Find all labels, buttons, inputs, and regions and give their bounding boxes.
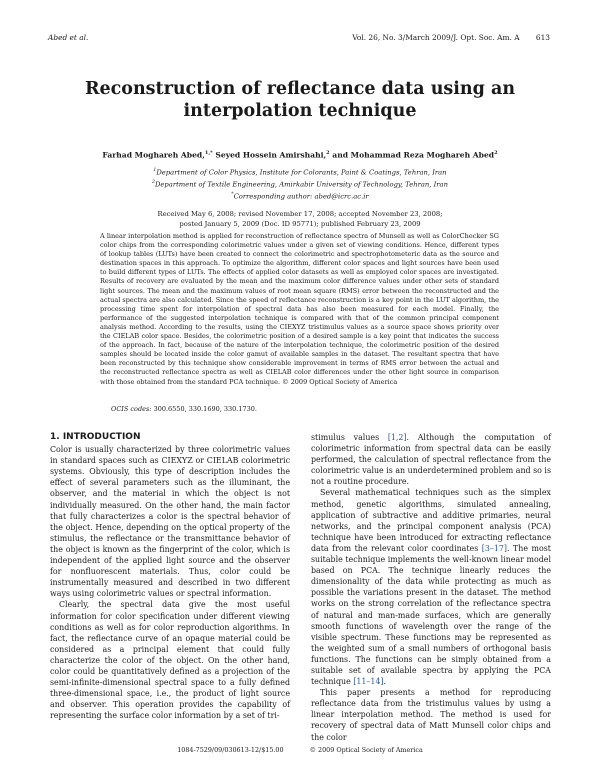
author-affiliation-marker: 2 <box>326 150 330 156</box>
running-head <box>48 33 550 43</box>
text-run: . <box>383 677 386 687</box>
left-column <box>50 432 290 721</box>
journal-citation: Vol. 26, No. 3/March 2009/J. Opt. Soc. Am. A <box>352 33 520 42</box>
paper-title: Reconstruction of reflectance data using an interpolation technique <box>84 79 516 121</box>
corresponding-author <box>40 190 560 202</box>
paragraph: This paper presents a method for reproducing reflectance data from the tristimulus values by using a linear interpolation method. The method is used for recovery of spectral data of Matt Munsell color chips and the color <box>311 688 551 742</box>
author-name: Seyed Hossein Amirshahi, <box>215 150 327 160</box>
publication-dates <box>40 210 560 229</box>
running-head-journal <box>338 33 550 42</box>
copyright: © 2009 Optical Society of America <box>309 746 423 754</box>
text-run: . Although the computation of colorimetric information from spectral data can be easily performed, the calculation of spectral reflectance from the colorimetric value is an underdetermined problem and so is not a routine procedure. <box>311 433 552 487</box>
paragraph: Clearly, the spectral data give the most useful information for color specification under different viewing conditions as well as for color reproduction algorithms. In fact, the reflectance curve of an opaque material could be considered as a principal element that could fully characterize the color of the object. On the other hand, color could be quantitatively defined as a projection of the semi-infinite-dimensional spectral space to a fully defined three-dimensional space, i.e., the product of light source and observer. This operation provides the capability of representing the surface color information by a set of tri- <box>50 600 290 721</box>
right-column <box>311 432 551 743</box>
author-name: Farhad Moghareh Abed, <box>102 150 205 160</box>
section-heading: 1. INTRODUCTION <box>50 432 141 442</box>
affiliation-text: Corresponding author: abed@icrc.ac.ir <box>233 192 369 201</box>
page-footer <box>0 746 600 754</box>
affiliation-marker: 1 <box>153 168 157 173</box>
citation-link[interactable]: [11–14] <box>353 677 384 687</box>
citation-link[interactable]: [1,2] <box>387 433 407 442</box>
affiliation-line <box>40 166 560 178</box>
text-run: Several mathematical techniques such as the simplex method, genetic algorithms, simulated annealing, application of subtractive and additive primaries, neural networks, and the principal component analysis (PCA) technique have been introduced for extracting reflectance data from the relevant color coordinates <box>311 488 551 553</box>
paragraph <box>311 487 551 687</box>
affiliation-text: Department of Textile Engineering, Amirkabir University of Technology, Tehran, Iran <box>154 180 448 189</box>
author-list <box>30 150 570 160</box>
text-run: . The most suitable technique implements the well-known linear model based on PCA. The technique linearly reduces the dimensionality of the data while protecting as much as possible the variations present in the dataset. The method works on the strong correlation of the reflectance spectra of natural and man-made surfaces, which are generally smooth functions of wavelength over the range of the visible spectrum. These functions may be represented as the weighted sum of a small numbers of orthogonal basis functions. The functions can be simply obtained from a suitable set of available spectra by applying the PCA technique <box>311 543 551 687</box>
citation-link[interactable]: [3–17] <box>481 543 507 553</box>
dates-line-2: posted January 5, 2009 (Doc. ID 95771); published February 23, 2009 <box>179 219 421 228</box>
dates-line-1: Received May 6, 2008; revised November 17, 2008; accepted November 23, 2008; <box>157 210 443 218</box>
running-head-authors: Abed et al. <box>48 33 89 42</box>
affiliation-text: Department of Color Physics, Institute for Colorants, Paint & Coatings, Tehran, Iran <box>156 168 447 177</box>
author-affiliation-marker: 1,* <box>204 150 213 156</box>
affiliations <box>40 166 560 202</box>
affiliation-marker: * <box>231 192 234 198</box>
ocis-label: OCIS codes: <box>111 405 152 413</box>
ocis-values: 300.6550, 330.1690, 330.1730. <box>153 405 257 413</box>
affiliation-line <box>40 178 560 190</box>
paragraph <box>311 432 551 487</box>
paragraph: Color is usually characterized by three colorimetric values in standard spaces such as CIEXYZ or CIELAB colorimetric systems. Obviously, this type of description includes the effect of several parameters such as the illuminant, the observer, and the material in which the object is not individually measured. On the other hand, the main factor that fully characterizes a color is the spectral behavior of the object. Hence, depending on the optical property of the stimulus, the reflectance or the transmittance behavior of the object is known as the fingerprint of the color, which is independent of the applied light source and the observer for nonfluorescent materials. Thus, color could be instrumentally measured and described in two different ways using colorimetric values or spectral information. <box>50 445 290 599</box>
abstract: A linear interpolation method is applied for reconstruction of reflectance spectra of Munsell as well as ColorChecker SG color chips from the corresponding colorimetric values under a given set of viewing conditions. Hence, different types of lookup tables (LUTs) have been created to connect the colorimetric and spectrophotometeric data as the source and destination spaces in this approach. To optimize the algorithm, different color spaces and light sources have been used to build different types of LUTs. The effects of applied color datasets as well as employed color spaces are investigated. Results of recovery are evaluated by the mean and the maximum color difference values under other sets of standard light sources. The mean and the maximum values of root mean square (RMS) error between the reconstructed and the actual spectra are also calculated. Since the speed of reflectance reconstruction is a key point in the LUT algorithm, the processing time spent for interpolation of spectral data has also been measured for each model. Finally, the performance of the suggested interpolation technique is compared with that of the common principal component analysis method. According to the results, using the CIEXYZ tristimulus values as a source space shows priority over the CIELAB color space. Besides, the colorimetric position of a desired sample is a key point that indicates the success of the approach. In fact, because of the nature of the interpolation technique, the colorimetric position of the desired samples should be located inside the color gamut of available samples in the dataset. The resultant spectra that have been reconstructed by this technique show considerable improvement in terms of RMS error between the actual and the reconstructed reflectance spectra as well as CIELAB color differences under the other light source in comparison with those obtained from the standard PCA technique. © 2009 Optical Society of America <box>100 232 499 386</box>
author-name: and Mohammad Reza Moghareh Abed <box>332 150 495 160</box>
affiliation-marker: 2 <box>152 180 155 186</box>
page-number: 613 <box>535 33 550 42</box>
text-run: stimulus values <box>311 433 388 442</box>
author-affiliation-marker: 2 <box>494 150 498 156</box>
ocis-codes <box>111 405 257 413</box>
article-code: 1084-7529/09/030613-12/$15.00 <box>177 746 284 754</box>
